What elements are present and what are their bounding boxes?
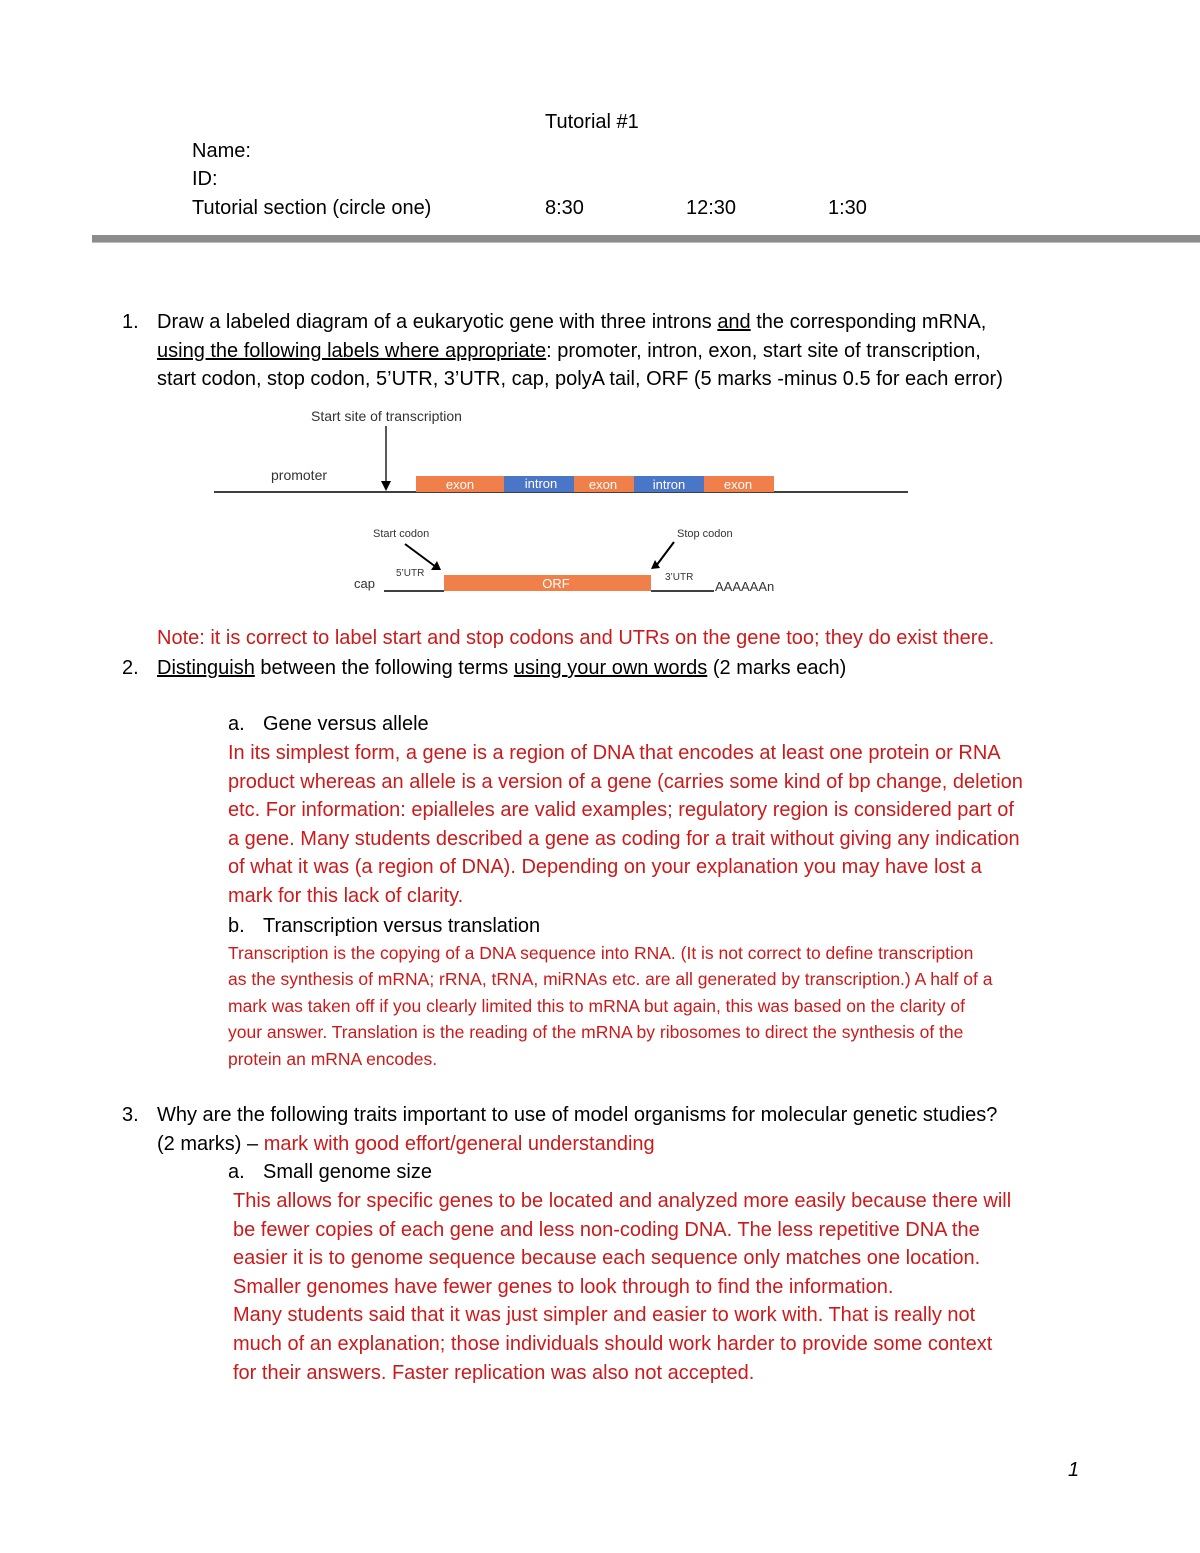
q1-number: 1. [122, 311, 139, 333]
q1-line2-underlined: using the following labels where appropriate [157, 339, 547, 362]
intron-label-2: intron [652, 477, 686, 492]
q3-line2-red: mark with good effort/general understanding [263, 1132, 655, 1155]
section-option-3: 1:30 [828, 197, 867, 219]
q1-line3: start codon, stop codon, 5’UTR, 3’UTR, cap, polyA tail, ORF (5 marks -minus 0.5 for each error) [157, 368, 1003, 391]
q3a-answer-line: for their answers. Faster replication was also not accepted. [233, 1361, 755, 1384]
promoter-label: promoter [271, 467, 328, 483]
q2a-answer-line: etc. For information: epialleles are valid examples; regulatory region is considered part of [228, 799, 1014, 822]
q2-distinguish: Distinguish [157, 657, 255, 679]
cap-label: cap [354, 576, 375, 591]
q3-line2-black: (2 marks) – [157, 1132, 264, 1155]
start-site-label: Start site of transcription [311, 408, 462, 424]
page-title: Tutorial #1 [545, 111, 639, 133]
q2b-answer-line: mark was taken off if you clearly limited this to mRNA but again, this was based on the clarity of [228, 995, 965, 1016]
section-option-1: 8:30 [545, 197, 584, 219]
q1-line1-pre: Draw a labeled diagram of a eukaryotic gene with three introns [157, 311, 718, 333]
name-label: Name: [192, 140, 251, 162]
stop-codon-arrow [656, 542, 674, 566]
q2-number: 2. [122, 657, 139, 679]
q3a-answer [233, 1187, 1011, 1387]
q3a-answer-line: Many students said that it was just simpler and easier to work with. That is really not [233, 1304, 976, 1327]
q1-line1-and: and [717, 311, 751, 333]
q2-prompt-post: (2 marks each) [707, 657, 847, 679]
q2b-answer-line: protein an mRNA encodes. [228, 1048, 438, 1069]
q2-prompt-mid: between the following terms [254, 657, 514, 679]
q3a-answer-line: be fewer copies of each gene and less non-coding DNA. The less repetitive DNA the [233, 1218, 980, 1241]
header-divider [92, 235, 1200, 243]
q2b-answer-line: Transcription is the copying of a DNA sequence into RNA. (It is not correct to define transcription [228, 943, 974, 963]
polya-tail-label: AAAAAAn [715, 579, 775, 594]
q3a-answer-line: easier it is to genome sequence because each sequence only matches one location. [233, 1247, 981, 1270]
q2a-answer-line: In its simplest form, a gene is a region of DNA that encodes at least one protein or RNA [228, 742, 1001, 764]
q2-own-words: using your own words [513, 657, 708, 679]
q2b-answer-line: your answer. Translation is the reading of the mRNA by ribosomes to direct the synthesis of the [228, 1022, 964, 1043]
section-label: Tutorial section (circle one) [192, 197, 432, 219]
q2-prompt [157, 654, 846, 683]
id-label: ID: [192, 168, 218, 190]
q3a-answer-line: Smaller genomes have fewer genes to look through to find the information. [233, 1275, 894, 1298]
q1-line1-post: the corresponding mRNA, [750, 311, 987, 333]
q2a-label: a. [228, 713, 245, 735]
q3a-label: a. [228, 1161, 245, 1183]
utr3-label: 3’UTR [665, 572, 694, 583]
q2b-answer-line: as the synthesis of mRNA; rRNA, tRNA, miRNAs etc. are all generated by transcription.) A half of a [228, 969, 993, 990]
q3a-answer-line: much of an explanation; those individuals should work harder to provide some context [233, 1332, 993, 1355]
q2a-answer-line: mark for this lack of clarity. [228, 884, 464, 907]
page-number: 1 [1068, 1459, 1080, 1481]
start-codon-arrow [405, 544, 436, 567]
q2a-answer-line: a gene. Many students described a gene as coding for a trait without giving any indication [228, 827, 1020, 850]
q3a-answer-line: This allows for specific genes to be located and analyzed more easily because there will [233, 1190, 1012, 1212]
q2a-title: Gene versus allele [263, 713, 429, 735]
q2a-answer-line: product whereas an allele is a version of a gene (carries some kind of bp change, deletion [228, 770, 1023, 793]
q2a-answer-line: of what it was (a region of DNA). Depending on your explanation you may have lost a [228, 856, 982, 879]
orf-label: ORF [542, 576, 570, 591]
q3a-title: Small genome size [263, 1161, 432, 1183]
q2b-title: Transcription versus translation [263, 915, 541, 937]
q2a-answer [228, 739, 1023, 911]
q2b-answer [228, 940, 992, 1072]
q3-line1: Why are the following traits important to use of model organisms for molecular genetic studies? [157, 1104, 998, 1126]
exon-label-2: exon [588, 477, 618, 492]
q1-note: Note: it is correct to label start and stop codons and UTRs on the gene too; they do exist there. [157, 627, 995, 649]
utr5-label: 5’UTR [396, 568, 425, 579]
start-site-arrowhead [381, 481, 391, 491]
gene-diagram [0, 398, 1200, 628]
stop-codon-label: Stop codon [677, 528, 733, 540]
section-option-2: 12:30 [686, 197, 737, 219]
q3-prompt [157, 1101, 997, 1158]
exon-label-1: exon [445, 477, 475, 492]
exon-label-3: exon [723, 477, 753, 492]
q2b-label: b. [228, 915, 245, 937]
q3-number: 3. [122, 1104, 139, 1126]
q1-prompt [157, 308, 1117, 394]
intron-label-1: intron [524, 476, 558, 491]
q1-line2-post: : promoter, intron, exon, start site of transcription, [546, 339, 981, 362]
start-codon-label: Start codon [373, 528, 430, 540]
